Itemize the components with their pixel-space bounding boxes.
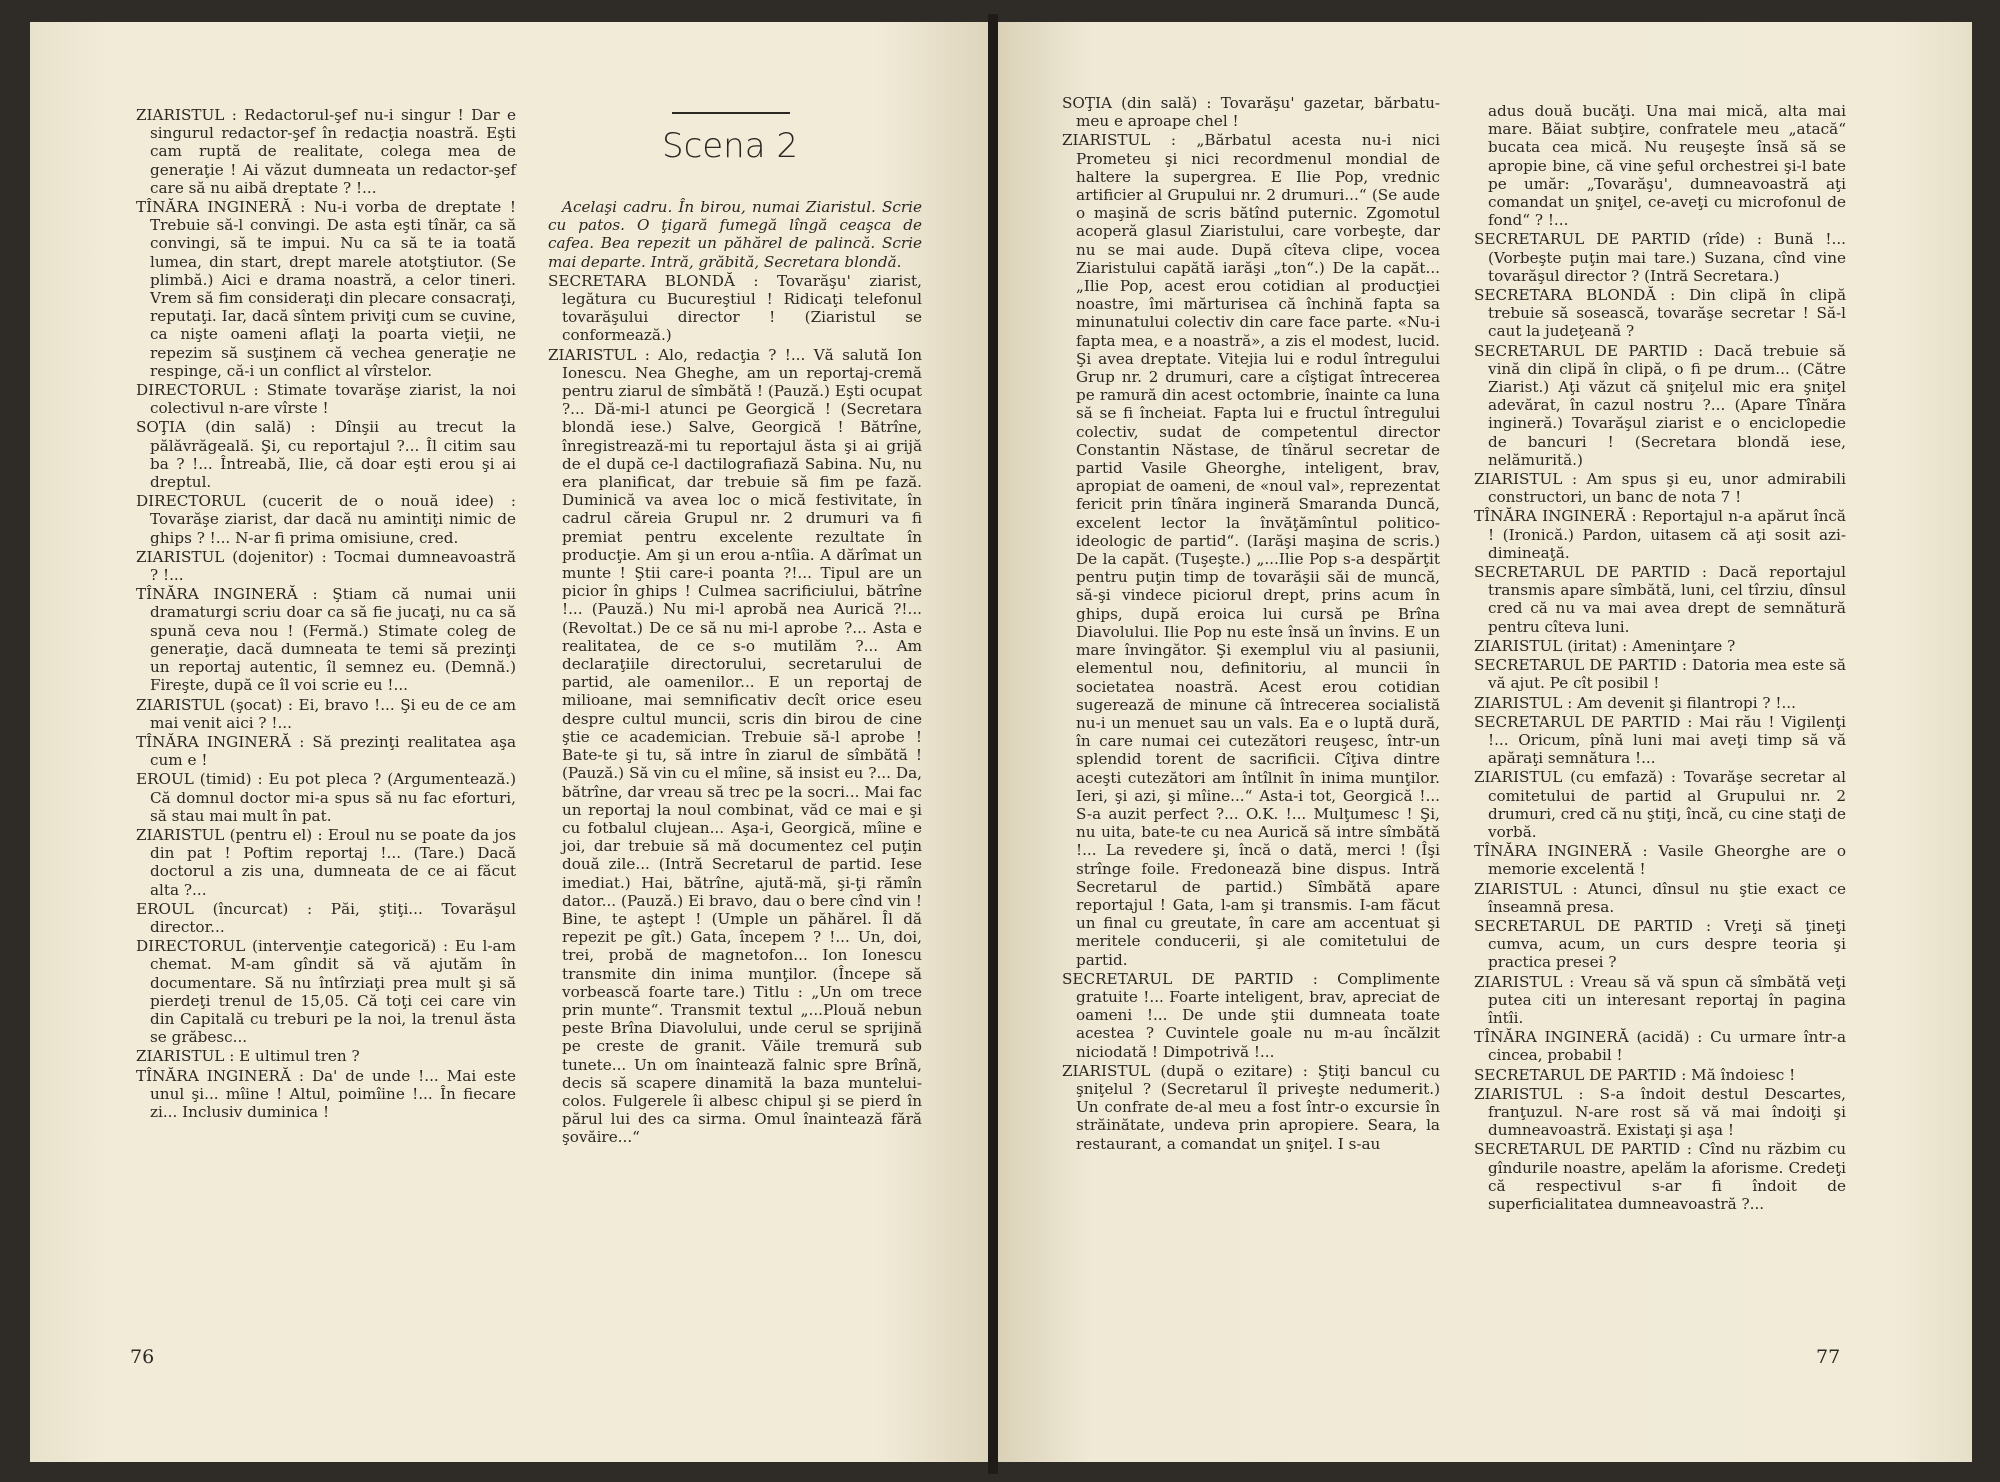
- dialogue-line: DIRECTORUL : Stimate tovarăşe ziarist, la noi colectivul n-are vîrste !: [136, 381, 516, 418]
- dialogue-line: ZIARISTUL (şocat) : Ei, bravo !... Şi eu de ce am mai venit aici ? !...: [136, 695, 516, 732]
- dialogue-line: SOŢIA (din sală) : Tovarăşu' gazetar, bărbatu-meu e aproape chel !: [1062, 94, 1440, 131]
- dialogue-line: ZIARISTUL (iritat) : Ameninţare ?: [1474, 636, 1736, 655]
- scene-title: Scena 2: [661, 126, 799, 166]
- dialogue-line: TÎNĂRA INGINERĂ : Da' de unde !... Mai este unul şi... mîine ! Altul, poimîine !... În fiecare zi... Inclusiv duminica !: [136, 1066, 516, 1121]
- dialogue-line: ZIARISTUL : Alo, redacţia ? !... Vă salută Ion Ionescu. Nea Gheghe, am un reportaj-cremă pentru ziarul de sîmbătă ! (Pauză.) Eşti ocupat ?... Dă-mi-l atunci pe Georgică ! (Secretara blondă iese.) Salve, Georgică ! Bătrîne, înregistrează-mi tu reportajul ăsta şi ai grijă de el după ce-l dactilografiază Sabina. Nu, nu era planificat, dar trebuie să fim pe fază. Duminică va avea loc o mică festivitate, în cadrul căreia Grupul nr. 2 drumuri va fi premiat pentru excelente rezultate în producţie. Am şi un erou a-ntîia. A dărîmat un munte ! Ştii care-i poanta ?!... Tipul are un picior în ghips ! Culmea sacrificiului, bătrîne !... (Pauză.) Nu mi-l aprobă nea Aurică ?!... (Revoltat.) De ce să nu mi-l aprobe ?... Asta e realitatea, de ce s-o mutilăm ?... Am declaraţiile directorului, secretarului de partid, ale oamenilor... E un reportaj de milioane, mai semnificativ decît orice eseu despre cultul muncii, scris din birou de cine ştie ce academician. Trebuie să-l aprobe ! Bate-te şi tu, să intre în ziarul de sîmbătă ! (Pauză.) Să vin cu el mîine, să insist eu ?... Da, bătrîne, dar vreau să trec pe la socri... Mai fac un reportaj la noul combinat, văd ce mai e şi cu fotbalul clujean... Aşa-i, Georgică, mîine e joi, dar trebuie să mă documentez cel puţin două zile... (Intră Secretarul de partid. Iese imediat.) Hai, bătrîne, ajută-mă, şi-ţi rămîn dator... (Pauză.) Ei bravo, dau o bere cînd vin ! Bine, te aştept ! (Umple un păhărel. Îl dă repezit pe gît.) Gata, începem ? !... Un, doi, trei, probă de magnetofon... Ion Ionescu transmite din inima munţilor. (Începe să vorbească foarte tare.) Titlu : „Un om trece prin munte“. Transmit textul „...Plouă nebun peste Brîna Diavolului, unde cerul se sprijină pe creste de granit. Văile tremură sub tunete... Un om înaintează falnic spre Brînă, decis să scapere dinamită la baza muntelui-colos. Fulgerele îi albesc chipul şi se pierd în părul lui des ca sirma. Omul înaintează fără şovăire...“: [548, 345, 922, 1147]
- dialogue-line: ZIARISTUL : Redactorul-şef nu-i singur ! Dar e singurul redactor-şef în redacţia noastră. Eşti cam ruptă de realitate, colega mea de generaţie ! Ai văzut dumneata un redactor-şef care să nu aibă dreptate ? !...: [136, 106, 516, 197]
- dialogue-line: ZIARISTUL : Atunci, dînsul nu ştie exact ce înseamnă presa.: [1474, 879, 1846, 916]
- page-number-right: 77: [1816, 1346, 1841, 1368]
- dialogue-line: SECRETARUL DE PARTID : Vreţi să ţineţi cumva, acum, un curs despre teoria şi practica presei ?: [1474, 916, 1846, 972]
- dialogue-line: ZIARISTUL (cu emfază) : Tovarăşe secretar al comitetului de partid al Grupului nr. 2 drumuri, cred că nu ştiţi, încă, cu cine staţi de vorbă.: [1474, 768, 1846, 841]
- page-number-left: 76: [130, 1346, 155, 1368]
- left-column-2: [548, 198, 922, 1148]
- dialogue-line: SECRETARUL DE PARTID : Mai rău ! Vigilenţi !... Oricum, pînă luni mai aveţi timp să vă apăraţi semnătura !...: [1474, 712, 1846, 768]
- right-column-2: [1474, 102, 1846, 1214]
- dialogue-line: SOŢIA (din sală) : Dînşii au trecut la pălăvrăgeală. Şi, cu reportajul ?... Îl citim sau ba ? !... Întreabă, Ilie, că doar eşti erou şi ai dreptul.: [136, 418, 516, 492]
- dialogue-line: ZIARISTUL : E ultimul tren ?: [136, 1047, 360, 1066]
- right-column-1: [1062, 94, 1440, 1154]
- dialogue-line: SECRETARA BLONDĂ : Din clipă în clipă trebuie să sosească, tovarăşe secretar ! Să-l caut la judeţeană ?: [1474, 286, 1846, 341]
- dialogue-line: SECRETARUL DE PARTID : Cînd nu răzbim cu gîndurile noastre, apelăm la aforisme. Credeţi că respectivul s-ar fi îndoit de superficialitatea dumneavoastră ?...: [1474, 1140, 1846, 1213]
- book-gutter: [988, 14, 998, 1474]
- dialogue-line: SECRETARUL DE PARTID : Datoria mea este să vă ajut. Pe cît posibil !: [1474, 656, 1846, 693]
- dialogue-continuation: adus două bucăţi. Una mai mică, alta mai mare. Băiat subţire, confratele meu „atacă“ bucata cea mică. Nu reuşeşte însă să se apropie bine, că vine şeful orchestrei şi-l bate pe umăr: „Tovarăşu', dumneavoastră aţi comandat un şniţel, ce-aveţi cu microfonul de fond“ ? !...: [1488, 102, 1846, 230]
- dialogue-line: TÎNĂRA INGINERĂ : Vasile Gheorghe are o memorie excelentă !: [1474, 842, 1846, 879]
- scene-title-rule: [672, 112, 790, 114]
- dialogue-line: TÎNĂRA INGINERĂ : Ştiam că numai unii dramaturgi scriu doar ca să fie jucaţi, nu ca să spună ceva nou ! (Fermă.) Stimate coleg de generaţie, dacă dumneata te temi să prezinţi un reportaj autentic, îl semnez eu. (Demnă.) Fireşte, după ce îl voi scrie eu !...: [136, 585, 516, 695]
- dialogue-line: DIRECTORUL (cucerit de o nouă idee) : Tovarăşe ziarist, dar dacă nu amintiţi nimic de ghips ? !... N-ar fi prima omisiune, cred.: [136, 492, 516, 547]
- dialogue-line: TÎNĂRA INGINERĂ (acidă) : Cu urmare într-a cincea, probabil !: [1474, 1028, 1846, 1065]
- dialogue-line: ZIARISTUL (după o ezitare) : Ştiţi bancul cu şniţelul ? (Secretarul îl priveşte nedumerit.) Un confrate de-al meu a fost într-o excursie în străinătate, undeva prin apropiere. Seara, la restaurant, a comandat un şniţel. I s-au: [1062, 1061, 1440, 1153]
- dialogue-line: SECRETARUL DE PARTID : Complimente gratuite !... Foarte inteligent, brav, apreciat de oameni !... De unde ştii dumneata toate acestea ? Cuvintele goale nu m-au încălzit niciodată ! Dimpotrivă !...: [1062, 969, 1440, 1061]
- left-column-1: [136, 106, 516, 1122]
- dialogue-line: EROUL (timid) : Eu pot pleca ? (Argumentează.) Că domnul doctor mi-a spus să nu fac eforturi, să stau mai mult în pat.: [136, 770, 516, 825]
- dialogue-line: EROUL (încurcat) : Păi, ştiţi... Tovarăşul director...: [136, 899, 516, 936]
- dialogue-line: TÎNĂRA INGINERĂ : Nu-i vorba de dreptate ! Trebuie să-l convingi. De asta eşti tînăr, ca să convingi, să te impui. Nu ca să te ia toată lumea, din start, drept marele atotştiutor. (Se plimbă.) Aici e drama noastră, a celor tineri. Vrem să fim consideraţi din plecare consacraţi, reputaţi. Iar, dacă sîntem priviţi cum se cuvine, ca nişte oameni aflaţi la poarta vieţii, ne repezim să susţinem că vechea generaţie ne respinge, că-i un conflict al vîrstelor.: [136, 198, 516, 380]
- dialogue-line: TÎNĂRA INGINERĂ : Să prezinţi realitatea aşa cum e !: [136, 732, 516, 770]
- dialogue-line: ZIARISTUL : Am devenit şi filantropi ? !...: [1474, 693, 1796, 712]
- stage-direction: Acelaşi cadru. În birou, numai Ziaristul. Scrie cu patos. O ţigară fumegă lîngă ceaşca de cafea. Bea repezit un păhărel de palincă. Scrie mai departe. Intră, grăbită, Secretara blondă.: [548, 198, 922, 271]
- dialogue-line: ZIARISTUL : „Bărbatul acesta nu-i nici Prometeu şi nici recordmenul mondial de haltere la supergrea. E Ilie Pop, vrednic artificier al Grupului nr. 2 drumuri...“ (Se aude o maşină de scris bătînd puternic. Zgomotul acoperă glasul Ziaristului, care vorbeşte, dar nu se mai aude. După cîteva clipe, vocea Ziaristului capătă iarăşi „ton“.) De la capăt... „Ilie Pop, acest erou cotidian al producţiei noastre, îmi mărturisea că închină fapta sa minunatului colectiv din care face parte. «Nu-i fapta mea, e a noastră», a zis el modest, lucid. Şi avea dreptate. Vitejia lui e rodul întregului Grup nr. 2 drumuri, care a cîştigat întrecerea pe ramură din acest octombrie, înainte ca luna să se fi încheiat. Fapta lui e fructul întregului colectiv, sudat de competentul director Constantin Năstase, de tînărul secretar de partid Vasile Gheorghe, inteligent, brav, apropiat de oameni, de «noul val», reprezentat fericit prin tînăra ingineră Smaranda Duncă, excelent lector la învăţămîntul politico-ideologic de partid“. (Iarăşi maşina de scris.) De la capăt. (Tuşeşte.) „...Ilie Pop s-a despărţit pentru puţin timp de tovarăşii săi de muncă, să-şi vindece piciorul drept, prins acum în ghips, după eroica lui cursă pe Brîna Diavolului. Ilie Pop nu este însă un învins. E un mare învingător. Şi exemplul viu al pasiunii, elementul nou, definitoriu, al muncii în societatea noastră. Acest erou cotidian sugerează de minune că întrecerea socialistă nu-i un menuet sau un vals. Ea e o luptă dură, în care numai cei cutezători reuşesc, într-un splendid torent de sacrificii. Cîţiva dintre aceşti cutezători am întîlnit în inima munţilor. Ieri, şi azi, şi mîine...“ Asta-i tot, Georgică !... S-a auzit perfect ?... O.K. !... Mulţumesc ! Şi, nu uita, bate-te cu nea Aurică să intre sîmbătă !... La revedere şi, încă o dată, merci ! (Îşi strînge foile. Fredonează bine dispus. Intră Secretarul de partid.) Sîmbătă apare reportajul ! Gata, l-am şi transmis. I-am făcut un final cu greutate, în care am accentuat şi meritele conducerii, şi ale comitetului de partid.: [1062, 131, 1440, 969]
- dialogue-line: ZIARISTUL (dojenitor) : Tocmai dumneavoastră ? !...: [136, 547, 516, 585]
- dialogue-line: ZIARISTUL : Am spus şi eu, unor admirabili constructori, un banc de nota 7 !: [1474, 470, 1846, 507]
- dialogue-line: ZIARISTUL (pentru el) : Eroul nu se poate da jos din pat ! Poftim reportaj !... (Tare.) Dacă doctorul a zis una, dumneata de ce ai făcut alta ?...: [136, 825, 516, 899]
- dialogue-line: SECRETARUL DE PARTID : Dacă reportajul transmis apare sîmbătă, luni, cel tîrziu, dînsul cred că nu va mai avea drept de semnătură pentru cîteva luni.: [1474, 563, 1846, 636]
- dialogue-line: TÎNĂRA INGINERĂ : Reportajul n-a apărut încă ! (Ironică.) Pardon, uitasem că aţi sosit azi-dimineaţă.: [1474, 507, 1846, 562]
- dialogue-line: SECRETARUL DE PARTID (rîde) : Bună !... (Vorbeşte puţin mai tare.) Suzana, cînd vine tovarăşul director ? (Intră Secretara.): [1474, 230, 1846, 285]
- dialogue-line: SECRETARUL DE PARTID : Dacă trebuie să vină din clipă în clipă, o fi pe drum... (Către Ziarist.) Aţi văzut că şniţelul mic era şniţel adevărat, în cazul nostru ?... (Apare Tînăra ingineră.) Tovarăşul ziarist e o enciclopedie de bancuri ! (Secretara blondă iese, nelămurită.): [1474, 341, 1846, 469]
- dialogue-line: DIRECTORUL (intervenţie categorică) : Eu l-am chemat. M-am gîndit să vă ajutăm în documentare. Să nu întîrziaţi prea mult şi să pierdeţi trenul de 15,05. Că toţi cei care vin din Capitală cu treburi pe la noi, la trenul ăsta se grăbesc...: [136, 937, 516, 1047]
- dialogue-line: ZIARISTUL : Vreau să vă spun că sîmbătă veţi putea citi un interesant reportaj în pagina întîi.: [1474, 972, 1846, 1027]
- dialogue-line: ZIARISTUL : S-a îndoit destul Descartes, franţuzul. N-are rost să vă mai îndoiţi şi dumneavoastră. Existaţi şi aşa !: [1474, 1084, 1846, 1140]
- dialogue-line: SECRETARUL DE PARTID : Mă îndoiesc !: [1474, 1065, 1796, 1084]
- dialogue-line: SECRETARA BLONDĂ : Tovarăşu' ziarist, legătura cu Bucureştiul ! Ridicaţi telefonul tovarăşului director ! (Ziaristul se conformează.): [548, 271, 922, 345]
